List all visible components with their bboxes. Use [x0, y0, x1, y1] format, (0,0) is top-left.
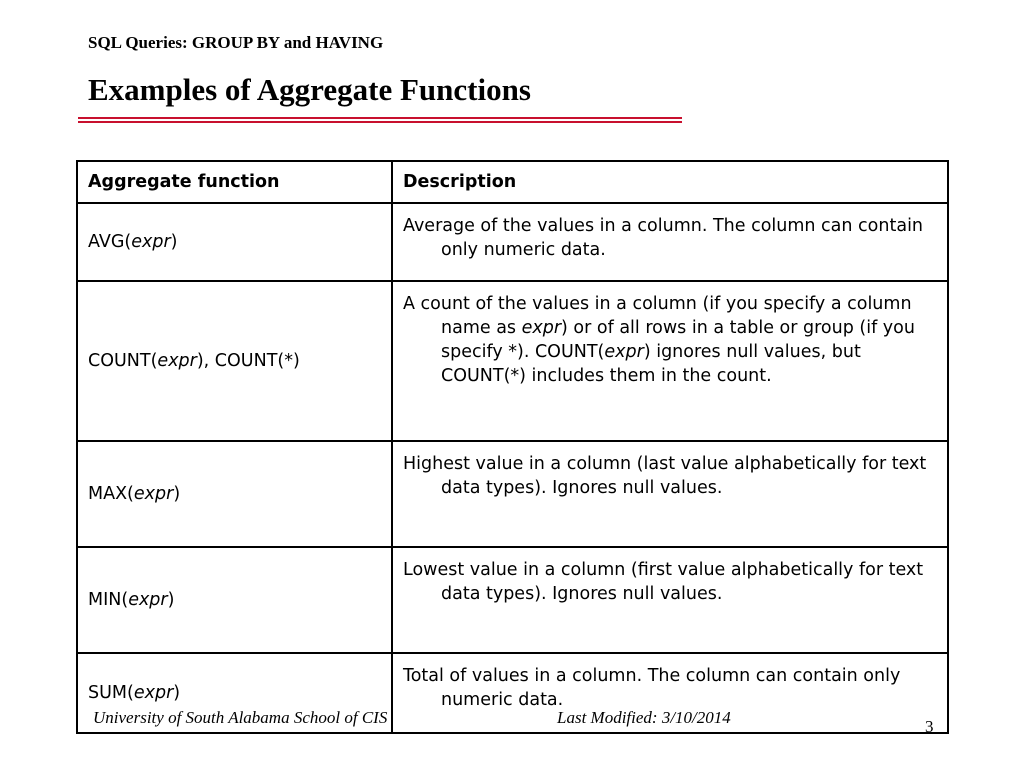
function-cell: AVG(expr) [77, 203, 392, 281]
italic-placeholder: expr [133, 484, 174, 504]
description-cell [392, 281, 948, 441]
slide-title: Examples of Aggregate Functions [88, 72, 531, 107]
function-cell: COUNT(expr), COUNT(*) [77, 281, 392, 441]
table-header-row [77, 161, 948, 203]
italic-placeholder: expr [157, 351, 197, 371]
description-cell [392, 203, 948, 281]
title-underline-bottom [78, 121, 682, 123]
italic-placeholder: expr [133, 683, 174, 703]
italic-placeholder: expr [131, 232, 171, 252]
header-description: Description [392, 161, 948, 203]
italic-placeholder: expr [128, 590, 168, 610]
footer-institution: University of South Alabama School of CIS [93, 708, 388, 727]
table-row [77, 203, 948, 281]
slide-subtitle: SQL Queries: GROUP BY and HAVING [88, 33, 384, 52]
table-row [77, 281, 948, 441]
description-cell [392, 441, 948, 547]
description-text: Total of values in a column. The column can contain only numeric data. [403, 666, 901, 710]
description-text: Highest value in a column (last value alphabetically for text data types). Ignores null values. [403, 454, 927, 498]
italic-placeholder: expr [604, 342, 644, 362]
table-row [77, 441, 948, 547]
description-text: Lowest value in a column (first value alphabetically for text data types). Ignores null values. [403, 560, 924, 604]
description-text: Average of the values in a column. The column can contain only numeric data. [403, 216, 924, 260]
table-row [77, 547, 948, 653]
aggregate-functions-table [76, 160, 949, 734]
title-underline-top [78, 117, 682, 119]
page-number: 3 [925, 717, 934, 736]
description-text: A count of the values in a column (if you specify a column name as expr) or of all rows in a table or group (if you specify *). COUNT(expr) ignores null values, but COUNT(*) includes them in the count. [403, 294, 915, 386]
header-aggregate-function: Aggregate function [77, 161, 392, 203]
function-cell: MIN(expr) [77, 547, 392, 653]
function-cell: SUM(expr) [77, 653, 392, 733]
function-cell: MAX(expr) [77, 441, 392, 547]
italic-placeholder: expr [521, 318, 562, 338]
description-cell [392, 547, 948, 653]
footer-last-modified: Last Modified: 3/10/2014 [557, 708, 731, 727]
